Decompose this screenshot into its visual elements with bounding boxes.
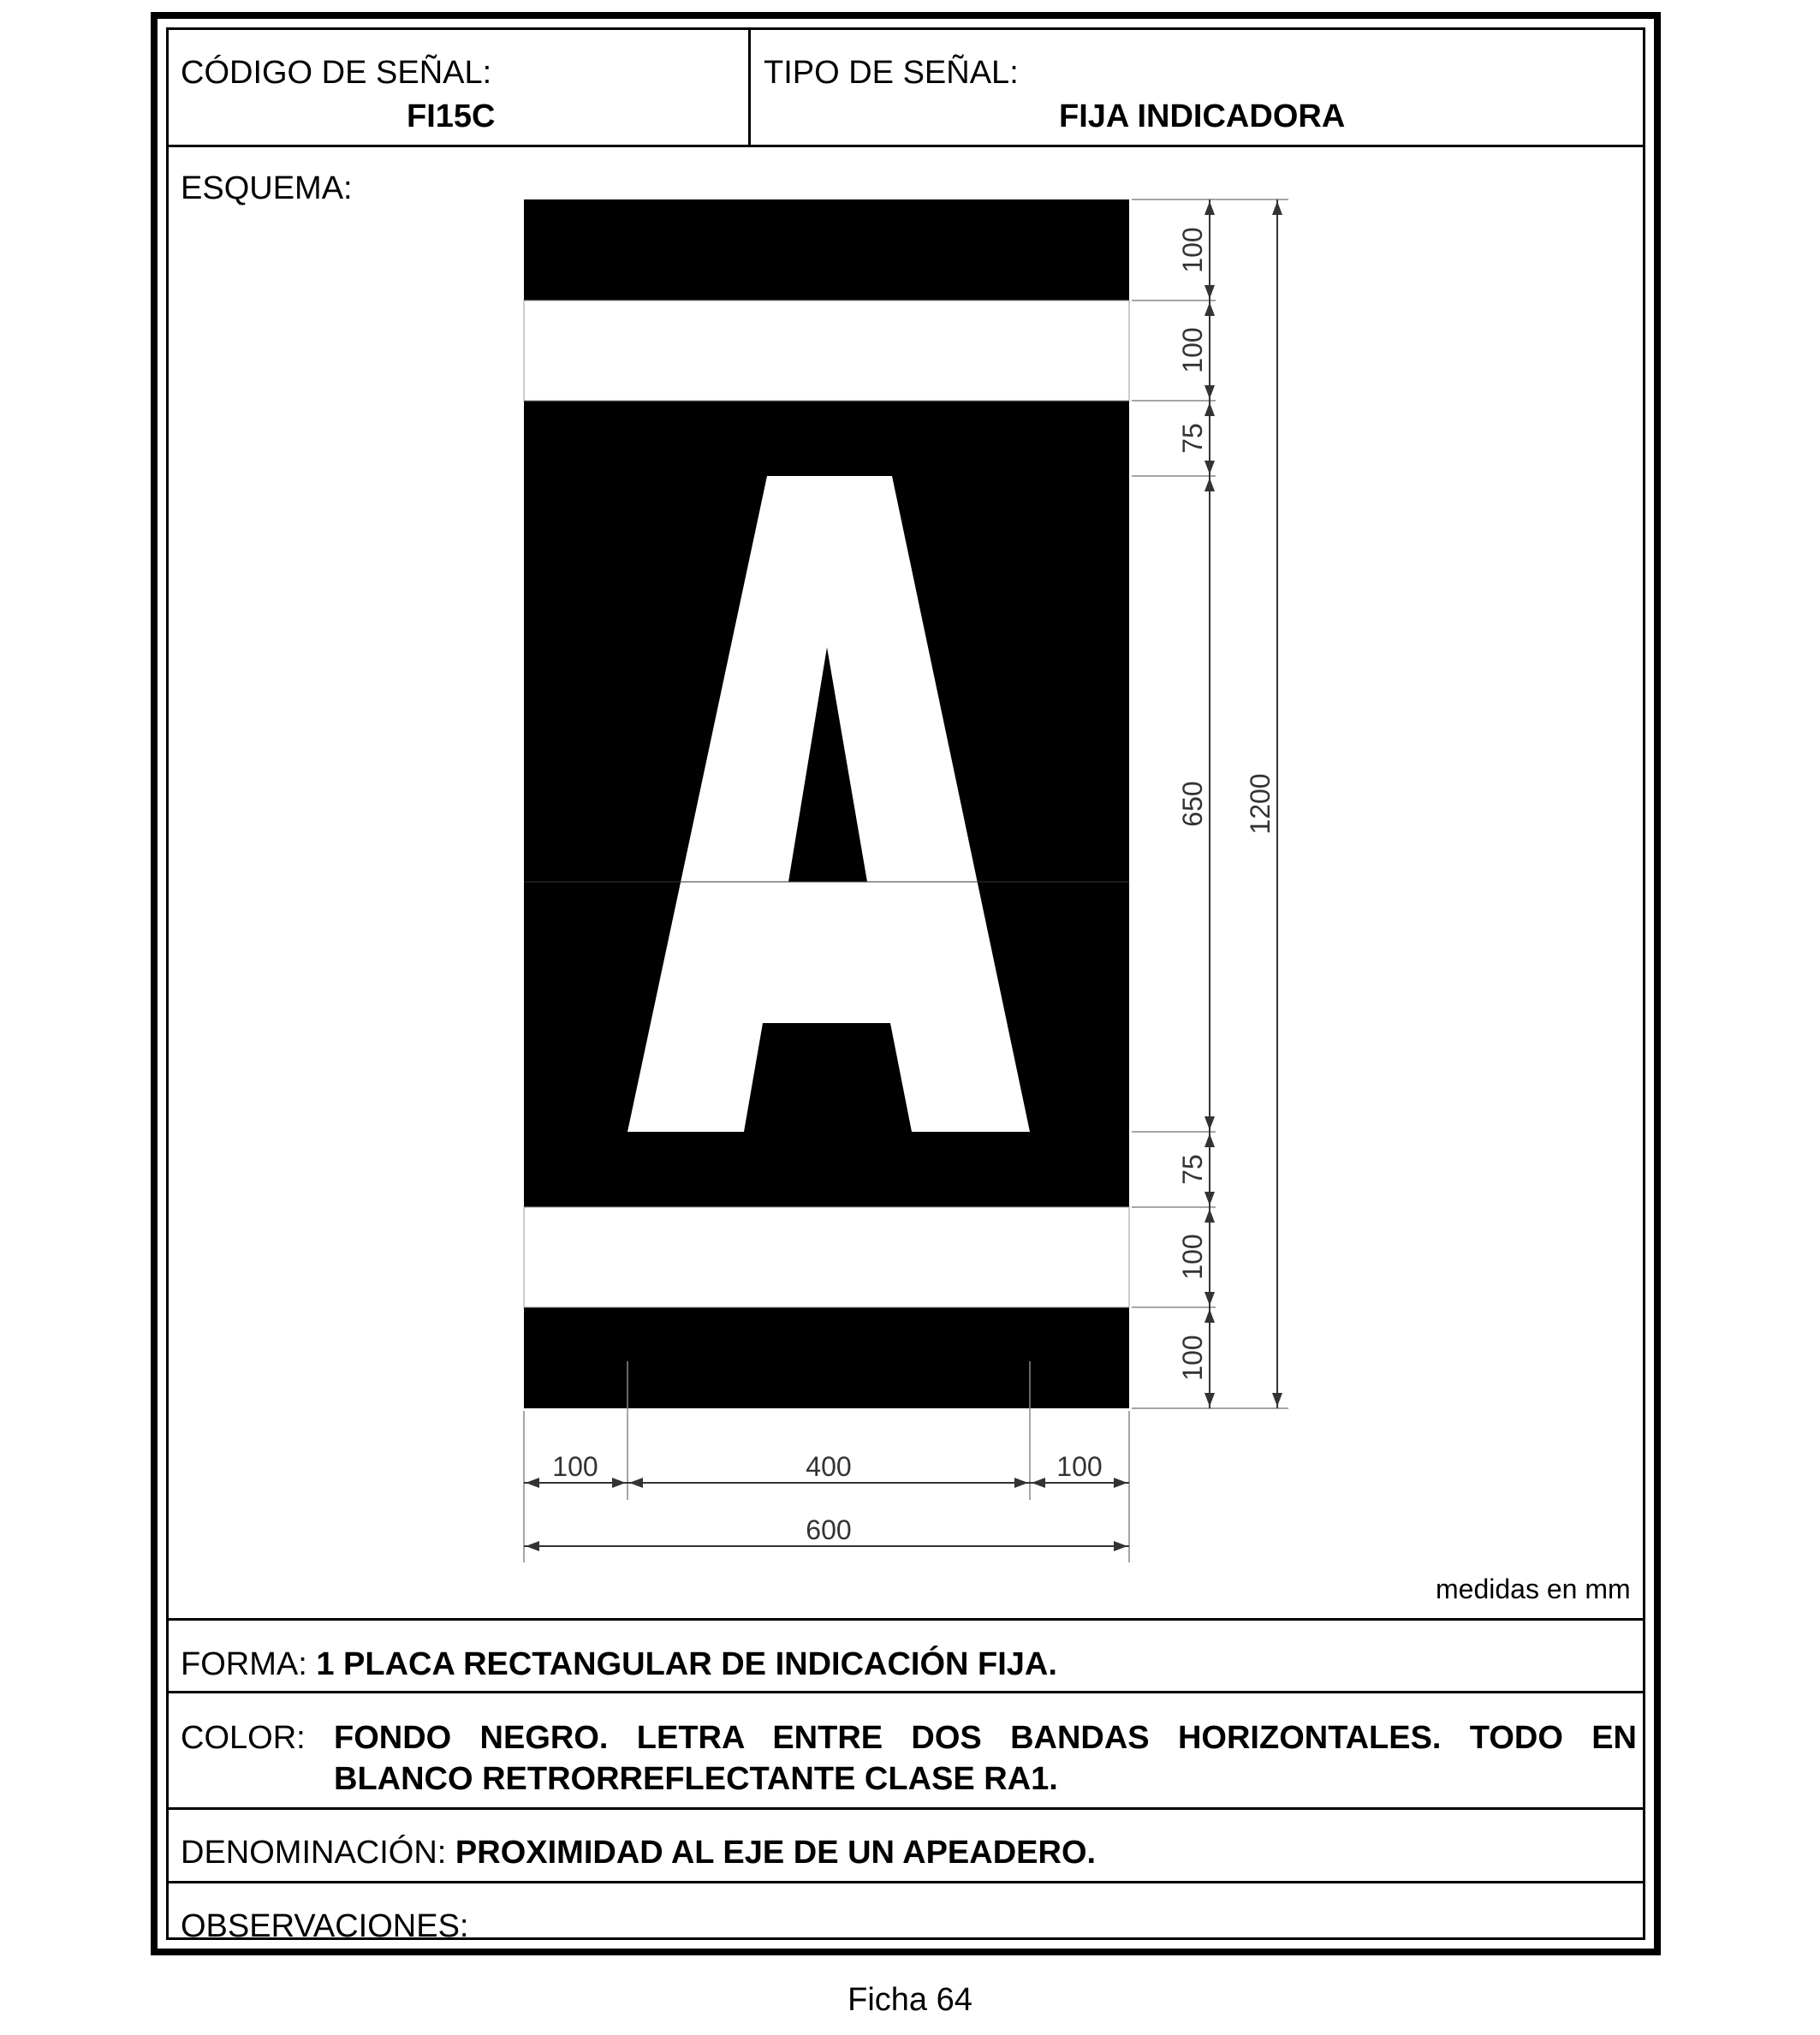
dim-label-letter-width: 400 [806,1451,852,1482]
observaciones-label: OBSERVACIONES: [181,1908,469,1944]
dim-label-letter-height: 650 [1177,781,1208,827]
dim-label-right-margin: 100 [1056,1451,1103,1482]
color-line-1: FONDO NEGRO. LETRA ENTRE DOS BANDAS HORIZONTALES. TODO EN [334,1720,1637,1756]
codigo-label: CÓDIGO DE SEÑAL: [181,55,492,91]
dim-label-bottom-black: 100 [1177,1335,1208,1381]
forma-label: FORMA: [181,1646,307,1682]
horizontal-dimension-labels [552,1451,1102,1545]
denominacion-label: DENOMINACIÓN: [181,1835,447,1871]
dim-label-top-black: 100 [1177,227,1208,273]
color-label: COLOR: [181,1720,306,1756]
dim-label-bottom-white: 100 [1177,1234,1208,1280]
forma-value: 1 PLACA RECTANGULAR DE INDICACIÓN FIJA. [316,1646,1057,1682]
dim-label-total-height: 1200 [1245,773,1276,835]
dim-label-top-white: 100 [1177,327,1208,373]
denominacion-value: PROXIMIDAD AL EJE DE UN APEADERO. [455,1835,1097,1871]
esquema-label: ESQUEMA: [181,170,353,206]
dim-label-total-width: 600 [806,1514,852,1545]
units-note: medidas en mm [1436,1574,1631,1604]
tipo-label: TIPO DE SEÑAL: [764,55,1019,91]
tipo-value: FIJA INDICADORA [1059,98,1346,134]
codigo-value: FI15C [407,98,496,134]
dim-label-top-margin: 75 [1177,423,1208,454]
dim-label-bottom-margin: 75 [1177,1154,1208,1185]
page-footer: Ficha 64 [848,1982,972,2018]
color-line-2: BLANCO RETRORREFLECTANTE CLASE RA1. [334,1761,1058,1797]
dim-label-left-margin: 100 [552,1451,598,1482]
top-white-band [524,300,1129,401]
bottom-white-band [524,1207,1129,1307]
